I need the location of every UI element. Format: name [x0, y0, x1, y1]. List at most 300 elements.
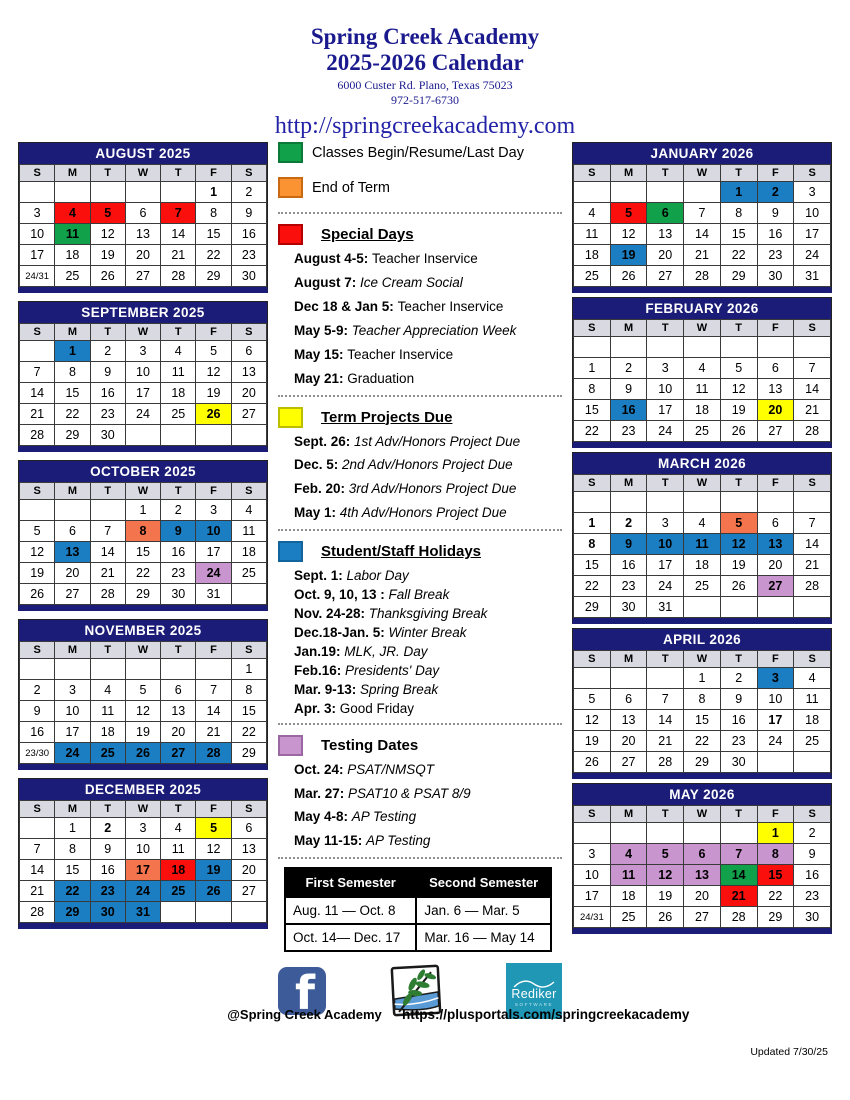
day-cell: 1 [231, 659, 266, 680]
weekday-header: T [90, 324, 125, 341]
day-cell: 15 [720, 224, 757, 245]
day-cell: 19 [647, 886, 684, 907]
day-cell: 29 [125, 584, 160, 605]
day-cell [794, 492, 831, 513]
section-item [294, 275, 562, 291]
day-cell: 25 [684, 421, 721, 442]
item-date-label: Oct. 9, 10, 13 : [294, 587, 389, 603]
yellow-legend-swatch [278, 407, 303, 428]
item-description: PSAT/NMSQT [347, 761, 435, 777]
item-description: Fall Break [388, 587, 450, 603]
day-cell: 23 [720, 731, 757, 752]
day-cell: 26 [20, 584, 55, 605]
day-cell: 27 [757, 576, 794, 597]
weekday-header: T [90, 801, 125, 818]
weekday-header: W [684, 806, 721, 823]
section-item [294, 371, 562, 387]
day-cell: 2 [757, 182, 794, 203]
day-cell: 19 [196, 860, 231, 881]
weekday-header: F [196, 483, 231, 500]
weekday-header: S [20, 165, 55, 182]
dotted-divider [278, 529, 562, 531]
weekday-header: T [647, 165, 684, 182]
day-cell: 2 [794, 823, 831, 844]
day-cell: 20 [231, 860, 266, 881]
section-item [294, 568, 562, 584]
day-cell [610, 668, 647, 689]
day-cell: 8 [574, 534, 611, 555]
weekday-header: W [125, 642, 160, 659]
day-cell: 20 [161, 722, 196, 743]
day-cell: 8 [55, 839, 90, 860]
weekday-header: T [647, 475, 684, 492]
day-cell: 14 [90, 542, 125, 563]
semester-header-row [285, 868, 551, 897]
day-cell: 1 [55, 818, 90, 839]
day-cell: 22 [684, 731, 721, 752]
week-row [574, 555, 831, 576]
month-calendar [572, 452, 832, 624]
updated-date: Updated 7/30/25 [750, 1046, 828, 1058]
day-cell: 24 [647, 421, 684, 442]
day-cell: 2 [90, 341, 125, 362]
day-cell: 16 [794, 865, 831, 886]
week-row [20, 542, 267, 563]
day-cell: 10 [647, 534, 684, 555]
day-cell: 8 [720, 203, 757, 224]
school-phone: 972-517-6730 [391, 92, 459, 107]
day-cell: 14 [720, 865, 757, 886]
day-cell: 28 [794, 576, 831, 597]
day-cell [684, 597, 721, 618]
weekday-header: S [231, 165, 266, 182]
day-cell: 12 [90, 224, 125, 245]
day-cell: 23 [610, 421, 647, 442]
month-grid [573, 474, 831, 618]
item-date-label: August 4-5: [294, 251, 373, 266]
rediker-name: Rediker [511, 987, 557, 1002]
weekday-header: M [610, 651, 647, 668]
day-cell: 20 [647, 245, 684, 266]
day-cell [647, 182, 684, 203]
day-cell: 23 [90, 881, 125, 902]
day-cell: 8 [125, 521, 160, 542]
day-cell: 16 [90, 860, 125, 881]
fall-months-column [18, 142, 268, 937]
day-cell: 26 [90, 266, 125, 287]
week-row [574, 689, 831, 710]
day-cell: 14 [647, 710, 684, 731]
day-cell: 31 [125, 902, 160, 923]
green-legend-swatch [278, 142, 303, 163]
day-cell [720, 337, 757, 358]
day-cell: 16 [20, 722, 55, 743]
day-cell: 3 [757, 668, 794, 689]
weekday-header: S [20, 642, 55, 659]
item-date-label: Nov. 24-28: [294, 606, 369, 622]
day-cell: 13 [125, 224, 160, 245]
week-row [574, 358, 831, 379]
day-cell [125, 659, 160, 680]
week-row [574, 752, 831, 773]
day-cell [794, 752, 831, 773]
day-cell: 3 [647, 358, 684, 379]
day-cell: 24 [196, 563, 231, 584]
section-title: Term Projects Due [321, 408, 453, 426]
day-cell [574, 823, 611, 844]
weekday-header: S [231, 324, 266, 341]
item-description: Teacher Inservice [347, 346, 454, 362]
week-row [20, 266, 267, 287]
legend-end-of-term-row [278, 177, 562, 198]
day-cell: 5 [20, 521, 55, 542]
week-row [574, 245, 831, 266]
day-cell: 29 [55, 902, 90, 923]
day-cell: 20 [757, 555, 794, 576]
day-cell: 11 [161, 839, 196, 860]
school-address: 6000 Custer Rd. Plano, Texas 75023 [337, 77, 513, 92]
day-cell [720, 597, 757, 618]
day-cell [231, 902, 266, 923]
day-cell [610, 492, 647, 513]
day-cell: 23/30 [20, 743, 55, 764]
day-cell [20, 659, 55, 680]
weekday-header: W [125, 483, 160, 500]
day-cell: 15 [574, 555, 611, 576]
day-cell: 26 [720, 576, 757, 597]
plusportals-link[interactable]: https://plusportals.com/springcreekacademy [402, 1007, 690, 1022]
day-cell: 20 [55, 563, 90, 584]
day-cell: 31 [794, 266, 831, 287]
weekday-header: W [684, 165, 721, 182]
day-cell: 27 [231, 404, 266, 425]
day-cell [55, 500, 90, 521]
day-cell [794, 337, 831, 358]
week-row [20, 743, 267, 764]
month-grid [19, 800, 267, 923]
day-cell: 11 [90, 701, 125, 722]
school-website-link[interactable]: http://springcreekacademy.com [274, 112, 576, 139]
day-cell: 12 [574, 710, 611, 731]
day-cell: 27 [125, 266, 160, 287]
day-cell: 30 [720, 752, 757, 773]
day-cell: 28 [90, 584, 125, 605]
day-cell: 21 [684, 245, 721, 266]
week-row [574, 865, 831, 886]
month-title: MAY 2026 [573, 784, 831, 805]
item-date-label: Mar. 9-13: [294, 681, 361, 697]
day-cell: 19 [125, 722, 160, 743]
section-title-row [278, 735, 562, 756]
day-cell: 4 [231, 500, 266, 521]
day-cell: 26 [196, 404, 231, 425]
day-cell: 2 [20, 680, 55, 701]
section-special-days [278, 220, 562, 387]
weekday-header: M [55, 324, 90, 341]
item-description: AP Testing [351, 809, 417, 825]
day-cell: 24 [757, 731, 794, 752]
day-cell: 26 [196, 881, 231, 902]
weekday-header-row [20, 642, 267, 659]
day-cell: 9 [757, 203, 794, 224]
day-cell: 6 [231, 341, 266, 362]
day-cell: 29 [55, 425, 90, 446]
semester-date-range: Mar. 16 — May 14 [416, 924, 551, 951]
day-cell: 9 [794, 844, 831, 865]
day-cell [125, 425, 160, 446]
day-cell: 27 [647, 266, 684, 287]
weekday-header: S [574, 165, 611, 182]
day-cell: 29 [720, 266, 757, 287]
day-cell: 16 [161, 542, 196, 563]
week-row [20, 224, 267, 245]
day-cell: 7 [720, 844, 757, 865]
day-cell: 5 [196, 341, 231, 362]
month-calendar [18, 301, 268, 452]
day-cell: 1 [196, 182, 231, 203]
day-cell: 30 [90, 902, 125, 923]
month-calendar [18, 778, 268, 929]
day-cell: 17 [196, 542, 231, 563]
day-cell: 7 [196, 680, 231, 701]
day-cell: 31 [647, 597, 684, 618]
day-cell: 7 [20, 362, 55, 383]
section-item [294, 663, 562, 679]
day-cell [20, 182, 55, 203]
day-cell: 23 [610, 576, 647, 597]
week-row [20, 425, 267, 446]
day-cell: 25 [610, 907, 647, 928]
day-cell [610, 182, 647, 203]
day-cell [231, 584, 266, 605]
day-cell: 12 [720, 534, 757, 555]
weekday-header: T [720, 651, 757, 668]
day-cell: 6 [610, 689, 647, 710]
week-row [574, 823, 831, 844]
day-cell: 27 [684, 907, 721, 928]
day-cell: 9 [720, 689, 757, 710]
month-title: NOVEMBER 2025 [19, 620, 267, 641]
day-cell: 13 [231, 839, 266, 860]
day-cell [684, 182, 721, 203]
day-cell: 4 [90, 680, 125, 701]
month-calendar [572, 783, 832, 934]
month-grid [19, 323, 267, 446]
section-title-row [278, 407, 562, 428]
item-date-label: Oct. 24: [294, 761, 348, 777]
section-title: Testing Dates [321, 736, 419, 754]
day-cell: 18 [161, 383, 196, 404]
weekday-header: W [125, 165, 160, 182]
day-cell: 25 [794, 731, 831, 752]
day-cell: 10 [125, 362, 160, 383]
day-cell: 6 [55, 521, 90, 542]
weekday-header: M [610, 165, 647, 182]
section-item [294, 587, 562, 603]
day-cell: 21 [196, 722, 231, 743]
day-cell [55, 659, 90, 680]
item-description: MLK, JR. Day [344, 643, 428, 659]
weekday-header: M [55, 483, 90, 500]
section-title: Special Days [321, 226, 414, 243]
month-grid [573, 650, 831, 773]
weekday-header: T [647, 651, 684, 668]
day-cell: 21 [20, 881, 55, 902]
day-cell: 24 [794, 245, 831, 266]
day-cell: 25 [231, 563, 266, 584]
item-description: Winter Break [388, 624, 467, 640]
day-cell [757, 492, 794, 513]
day-cell: 1 [574, 513, 611, 534]
week-row [20, 839, 267, 860]
weekday-header: S [574, 651, 611, 668]
day-cell: 8 [55, 362, 90, 383]
item-description: Presidents' Day [345, 662, 440, 678]
section-item [294, 701, 562, 717]
day-cell: 29 [574, 597, 611, 618]
day-cell: 14 [20, 860, 55, 881]
day-cell: 15 [125, 542, 160, 563]
day-cell: 5 [196, 818, 231, 839]
day-cell: 13 [610, 710, 647, 731]
day-cell: 11 [794, 689, 831, 710]
day-cell: 28 [794, 421, 831, 442]
day-cell: 28 [161, 266, 196, 287]
item-date-label: May 15: [294, 346, 348, 362]
red-legend-swatch [278, 224, 303, 245]
month-calendar [572, 628, 832, 779]
weekday-header-row [574, 165, 831, 182]
day-cell: 12 [196, 362, 231, 383]
day-cell [20, 341, 55, 362]
day-cell [610, 337, 647, 358]
day-cell: 30 [757, 266, 794, 287]
weekday-header: F [757, 651, 794, 668]
day-cell: 5 [610, 203, 647, 224]
week-row [20, 245, 267, 266]
weekday-header: S [20, 483, 55, 500]
day-cell: 26 [720, 421, 757, 442]
day-cell: 22 [574, 576, 611, 597]
week-row [20, 701, 267, 722]
day-cell: 4 [574, 203, 611, 224]
section-item [294, 505, 562, 521]
day-cell: 18 [684, 555, 721, 576]
item-date-label: May 4-8: [294, 809, 352, 825]
day-cell: 2 [610, 358, 647, 379]
weekday-header: F [757, 320, 794, 337]
month-grid [573, 164, 831, 287]
item-description: Good Friday [339, 700, 415, 716]
dotted-divider [278, 723, 562, 725]
day-cell: 4 [684, 358, 721, 379]
day-cell: 8 [684, 689, 721, 710]
day-cell: 9 [610, 534, 647, 555]
day-cell: 9 [20, 701, 55, 722]
section-item [294, 457, 562, 473]
weekday-header: T [90, 642, 125, 659]
day-cell: 20 [610, 731, 647, 752]
weekday-header: S [794, 475, 831, 492]
weekday-header: S [231, 801, 266, 818]
legend-end-of-term-label: End of Term [312, 179, 390, 196]
item-description: Ice Cream Social [360, 274, 463, 290]
section-item [294, 809, 562, 825]
day-cell: 5 [125, 680, 160, 701]
day-cell: 8 [757, 844, 794, 865]
day-cell: 12 [196, 839, 231, 860]
week-row [574, 224, 831, 245]
day-cell [574, 492, 611, 513]
day-cell: 6 [125, 203, 160, 224]
weekday-header: T [720, 806, 757, 823]
day-cell: 7 [794, 513, 831, 534]
section-item [294, 833, 562, 849]
day-cell: 3 [196, 500, 231, 521]
weekday-header: S [574, 475, 611, 492]
section-item [294, 481, 562, 497]
day-cell [757, 337, 794, 358]
week-row [20, 659, 267, 680]
weekday-header: W [684, 320, 721, 337]
day-cell: 28 [684, 266, 721, 287]
day-cell [647, 492, 684, 513]
day-cell: 21 [90, 563, 125, 584]
day-cell: 27 [757, 421, 794, 442]
weekday-header: W [125, 324, 160, 341]
dotted-divider [278, 857, 562, 859]
week-row [574, 576, 831, 597]
semester-date-range: Aug. 11 — Oct. 8 [285, 897, 416, 924]
weekday-header: T [720, 165, 757, 182]
day-cell: 4 [161, 341, 196, 362]
day-cell [574, 668, 611, 689]
weekday-header: T [720, 475, 757, 492]
day-cell: 15 [757, 865, 794, 886]
day-cell [684, 337, 721, 358]
day-cell: 5 [574, 689, 611, 710]
day-cell: 30 [794, 907, 831, 928]
day-cell: 21 [794, 555, 831, 576]
day-cell: 26 [647, 907, 684, 928]
day-cell: 3 [794, 182, 831, 203]
day-cell: 11 [684, 534, 721, 555]
item-date-label: Sept. 1: [294, 568, 347, 584]
semester-date-range: Oct. 14— Dec. 17 [285, 924, 416, 951]
section-item [294, 625, 562, 641]
day-cell [720, 492, 757, 513]
weekday-header-row [574, 806, 831, 823]
day-cell: 26 [574, 752, 611, 773]
week-row [20, 383, 267, 404]
month-title: OCTOBER 2025 [19, 461, 267, 482]
day-cell: 25 [161, 881, 196, 902]
day-cell: 18 [231, 542, 266, 563]
section-item [294, 606, 562, 622]
day-cell: 12 [20, 542, 55, 563]
day-cell: 19 [20, 563, 55, 584]
day-cell [231, 425, 266, 446]
day-cell: 20 [684, 886, 721, 907]
day-cell [161, 659, 196, 680]
day-cell: 12 [610, 224, 647, 245]
weekday-header: F [757, 806, 794, 823]
day-cell [610, 823, 647, 844]
day-cell: 20 [125, 245, 160, 266]
day-cell: 1 [574, 358, 611, 379]
day-cell: 19 [574, 731, 611, 752]
item-description: PSAT10 & PSAT 8/9 [348, 785, 471, 801]
